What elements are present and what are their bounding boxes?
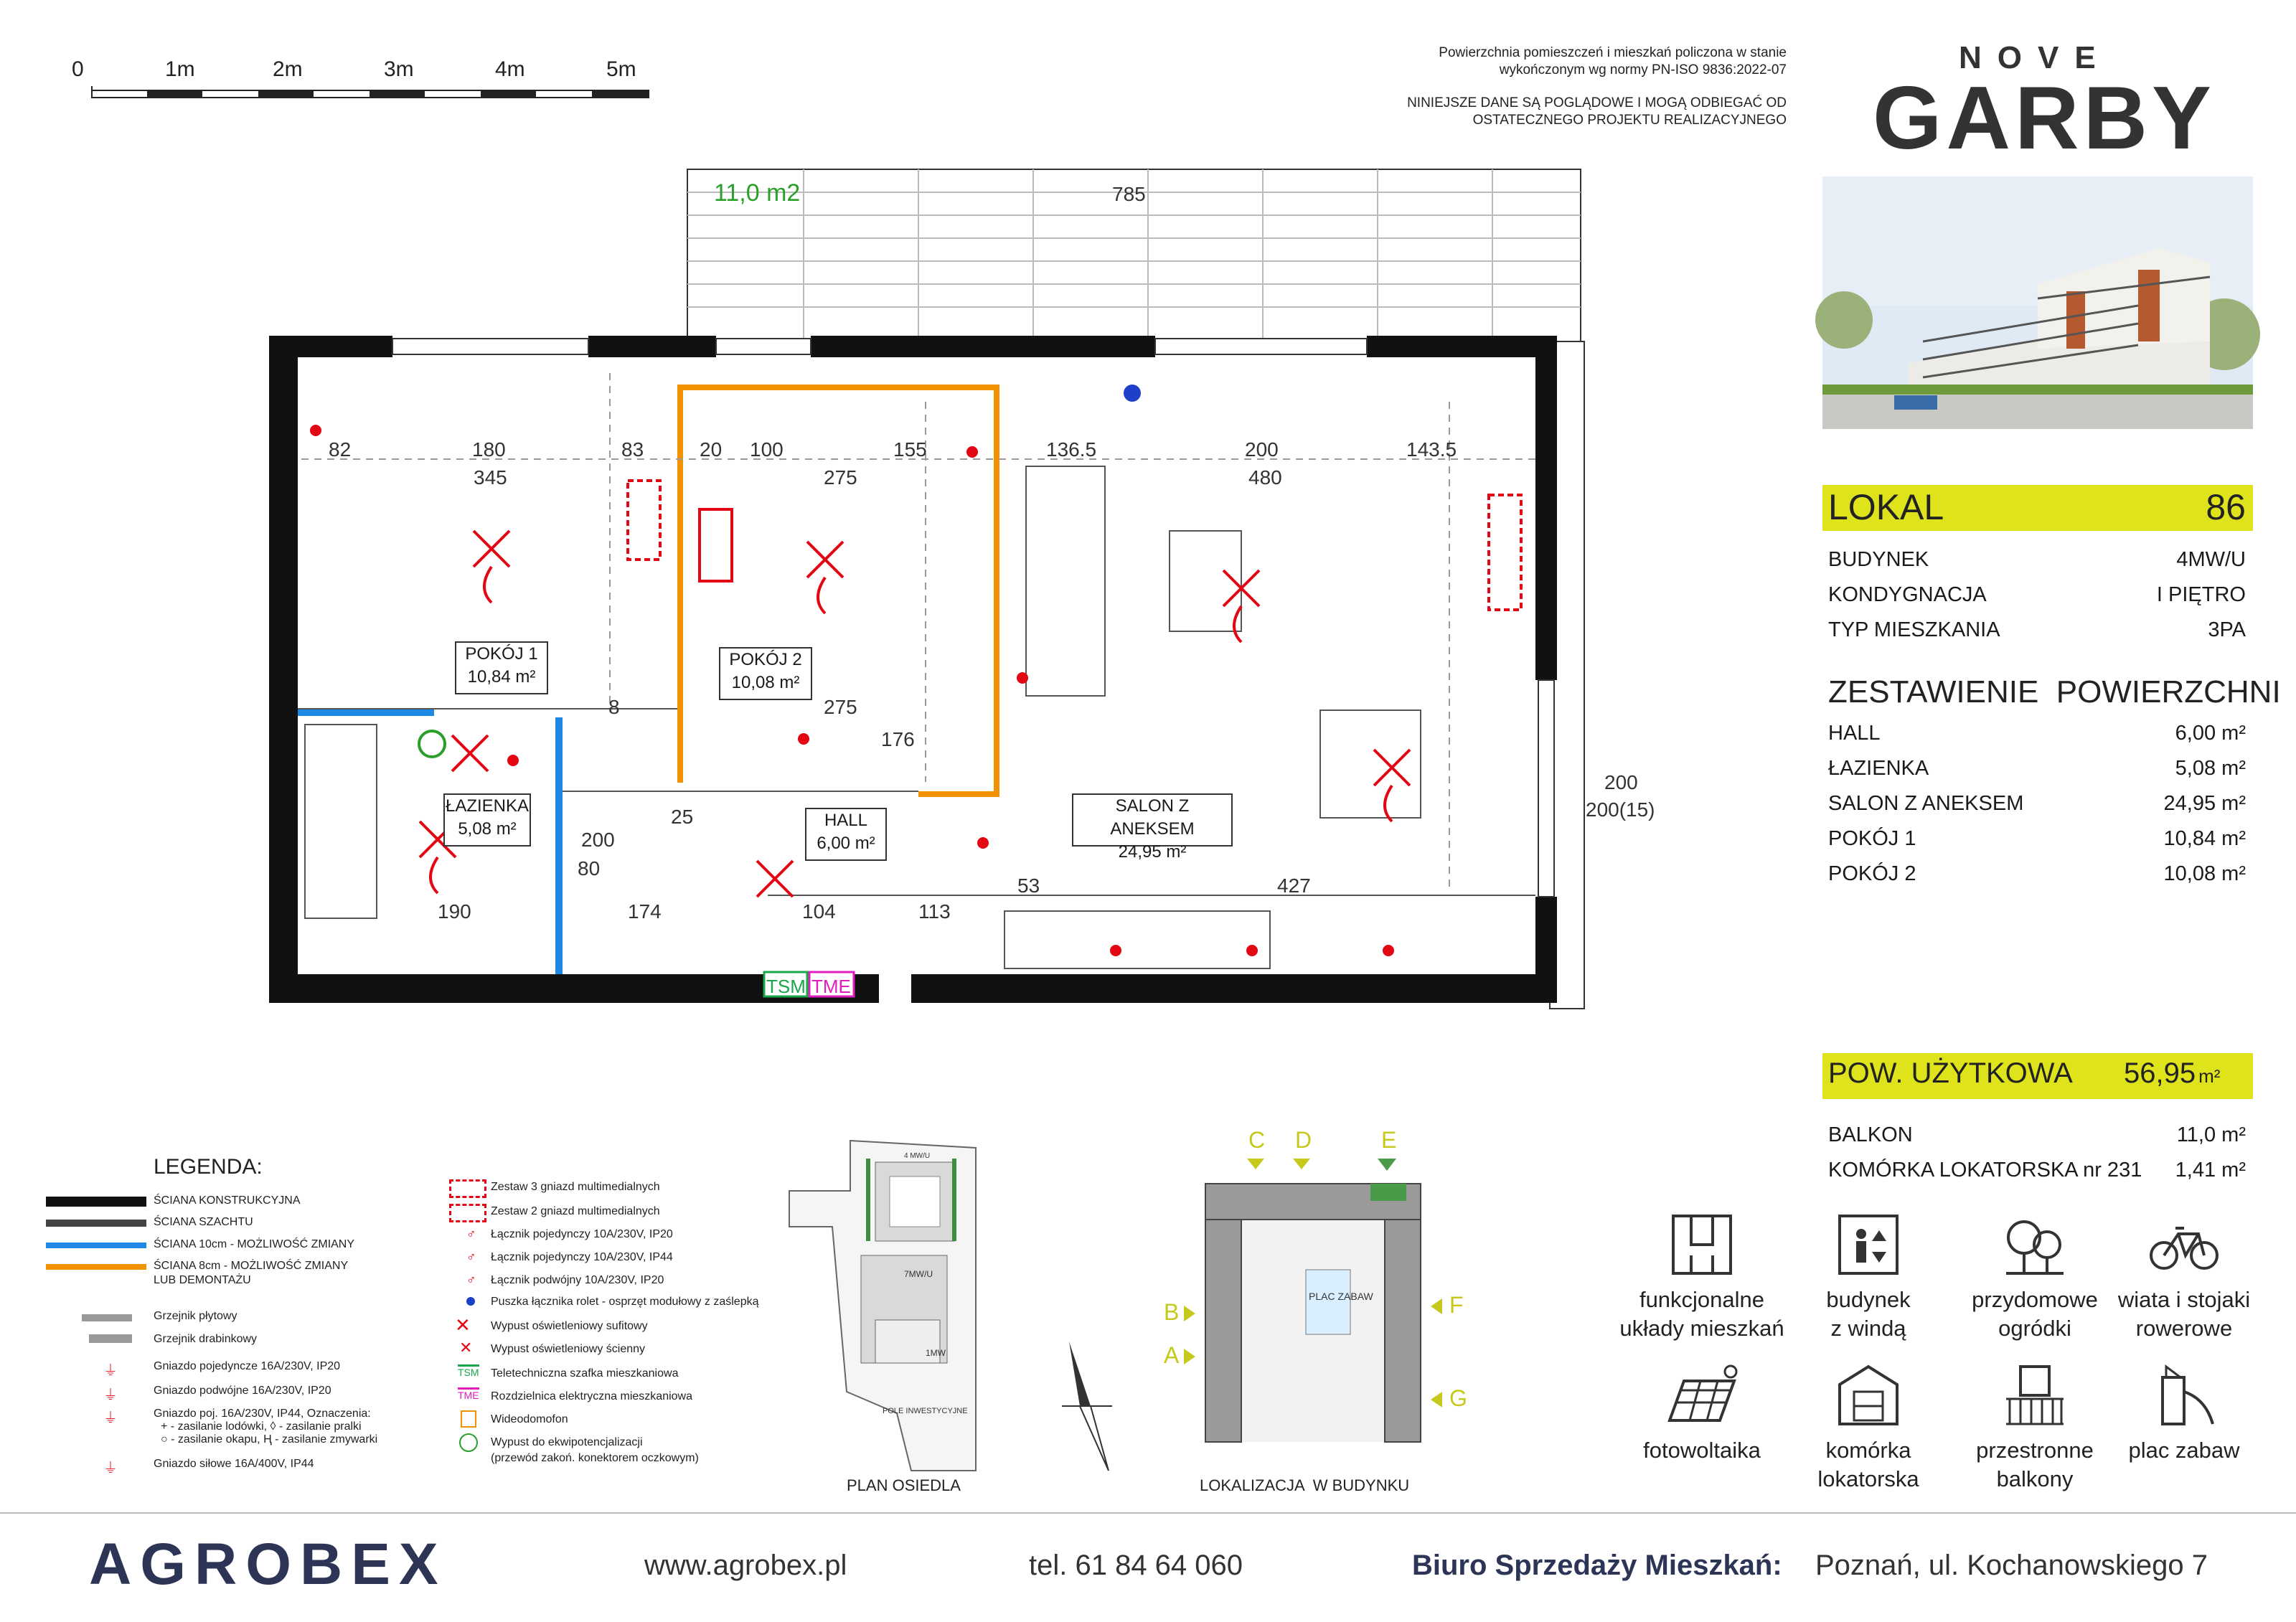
room-area: 5,08 m²	[458, 819, 517, 839]
balcony-icon	[2003, 1363, 2067, 1428]
summary-row	[1828, 792, 2246, 816]
media-socket-icon	[449, 1179, 486, 1198]
dim-label: 480	[1248, 466, 1282, 489]
feature-storage	[1782, 1363, 1954, 1494]
dim-label: 25	[671, 806, 694, 828]
wall-light-icon: ✕	[459, 1339, 473, 1357]
entrance-letter: E	[1381, 1127, 1397, 1153]
switch-icon: ♂	[466, 1250, 476, 1264]
summary-label: ŁAZIENKA	[1828, 757, 1929, 780]
summary-label: POKÓJ 1	[1828, 827, 1916, 850]
legend-socket-label: Gniazdo pojedyncze 16A/230V, IP20	[154, 1360, 341, 1372]
entrance-letter: B	[1164, 1299, 1180, 1325]
site-building-label: POLE INWESTYCYJNE	[883, 1407, 968, 1415]
info-value: 4MW/U	[2176, 548, 2246, 571]
summary-row	[1828, 722, 2246, 745]
power-socket-icon: ⏚	[103, 1461, 118, 1476]
legend-swatch-orange	[46, 1264, 146, 1270]
entrance-letter: C	[1248, 1127, 1266, 1153]
note-line: NINIEJSZE DANE SĄ POGLĄDOWE I MOGĄ ODBIEGAĆ OD	[1407, 95, 1787, 110]
feature-bikes	[2098, 1212, 2270, 1343]
media-socket-icon	[449, 1204, 486, 1222]
nove-garby-logo	[1866, 40, 2216, 168]
legend-swatch-grey	[46, 1220, 146, 1227]
dim-label: 200(15)	[1586, 798, 1655, 821]
info-row	[1828, 548, 2246, 572]
feature-elevator	[1782, 1212, 1954, 1343]
footer-divider	[0, 1512, 2296, 1514]
info-row	[1828, 583, 2246, 607]
tsm-label: TSM	[766, 976, 806, 997]
bicycle-icon	[2148, 1212, 2220, 1277]
feature-text: rowerowe	[2135, 1316, 2233, 1341]
legend-elec-label: (przewód zakoń. konektorem oczkowym)	[491, 1452, 699, 1464]
dim-label: 113	[918, 900, 951, 923]
extra-value: 1,41 m²	[2175, 1159, 2246, 1182]
room-name: HALL	[824, 811, 868, 830]
entrance-letter: A	[1164, 1342, 1180, 1368]
legend-socket-label: Gniazdo podwójne 16A/230V, IP20	[154, 1385, 331, 1397]
legend-swatch-black	[46, 1197, 146, 1207]
room-label-hall	[805, 808, 887, 861]
dim-label: 104	[802, 900, 836, 923]
feature-text: ogródki	[1998, 1316, 2071, 1341]
solar-panel-icon	[1662, 1363, 1741, 1428]
feature-text: wiata i stojaki	[2117, 1287, 2251, 1312]
legend-wall-label: ŚCIANA 8cm - MOŻLIWOŚĆ ZMIANY	[154, 1260, 349, 1272]
dim-label: 155	[893, 438, 927, 461]
summary-value: 24,95 m²	[2163, 792, 2246, 815]
feature-text: przydomowe	[1972, 1287, 2098, 1312]
scale-label: 4m	[495, 57, 525, 81]
legend-swatch-blue	[46, 1243, 146, 1248]
blind-switch-icon	[466, 1297, 475, 1306]
note-line: Powierzchnia pomieszczeń i mieszkań policzona w stanie	[1439, 45, 1787, 60]
site-building-label: 1MW	[926, 1348, 946, 1358]
room-name: SALON Z ANEKSEM	[1110, 796, 1195, 839]
entrance-letter: D	[1295, 1127, 1312, 1153]
note-line: wykończonym wg normy PN-ISO 9836:2022-07	[1499, 62, 1787, 77]
feature-text: przestronne	[1976, 1438, 2094, 1463]
logo-main: GARBY	[1873, 69, 2216, 168]
legend-wall-label: ŚCIANA SZACHTU	[154, 1216, 253, 1228]
feature-balconies	[1949, 1363, 2121, 1494]
dim-label: 200	[1604, 771, 1638, 793]
room-name: POKÓJ 1	[465, 644, 538, 664]
legend-elec-label: Łącznik pojedynczy 10A/230V, IP44	[491, 1251, 673, 1263]
extra-row	[1828, 1123, 2246, 1147]
location-caption: LOKALIZACJA W BUDYNKU	[1200, 1476, 1410, 1494]
feature-text: układy mieszkań	[1619, 1316, 1784, 1341]
dim-label: 427	[1277, 874, 1311, 897]
legend-elec-label: Łącznik podwójny 10A/230V, IP20	[491, 1274, 664, 1286]
room-area: 6,00 m²	[817, 834, 875, 853]
dim-label: 200	[581, 829, 615, 851]
room-label-pokoj-1	[455, 641, 548, 694]
extra-label: BALKON	[1828, 1123, 1913, 1146]
legend-electrical	[445, 1177, 789, 1478]
legend-ladder-heater-icon	[89, 1334, 132, 1343]
legend-wall-label: LUB DEMONTAŻU	[154, 1274, 251, 1286]
feature-playground	[2098, 1363, 2270, 1465]
balcony-area-label: 11,0 m2	[714, 179, 801, 207]
dim-label: 176	[881, 728, 915, 750]
summary-label: POKÓJ 2	[1828, 862, 1916, 885]
dim-label: 174	[628, 900, 662, 923]
plac-label: PLAC ZABAW	[1309, 1291, 1373, 1302]
extra-value: 11,0 m²	[2176, 1123, 2246, 1146]
legend-socket-label: Gniazdo siłowe 16A/400V, IP44	[154, 1458, 314, 1470]
info-label: TYP MIESZKANIA	[1828, 618, 2000, 641]
legend-wall-label: ŚCIANA KONSTRUKCYJNA	[154, 1194, 301, 1207]
storage-box-icon	[1836, 1363, 1901, 1428]
scale-label: 5m	[606, 57, 636, 81]
feature-text: lokatorska	[1817, 1466, 1919, 1491]
dim-label: 53	[1017, 874, 1040, 897]
entrance-letter: G	[1449, 1385, 1467, 1411]
dim-label: 82	[329, 438, 352, 461]
legend-heater-label: Grzejnik drabinkowy	[154, 1333, 258, 1345]
building-render-image	[1822, 176, 2253, 429]
dim-label: 100	[750, 438, 784, 461]
room-label-pokoj-2	[719, 647, 812, 700]
room-area: 10,08 m²	[731, 673, 800, 692]
scale-ruler	[92, 86, 651, 100]
extra-row	[1828, 1159, 2246, 1182]
tsm-symbol: TSM	[458, 1364, 479, 1378]
site-building-label: 4 MW/U	[904, 1152, 931, 1160]
usable-area-number: 56,95	[2124, 1057, 2196, 1089]
feature-text: plac zabaw	[2128, 1438, 2240, 1463]
footer-office-label: Biuro Sprzedaży Mieszkań:	[1412, 1550, 1782, 1581]
legend-elec-label: Wypust oświetleniowy sufitowy	[491, 1320, 648, 1332]
legend-socket-label: + - zasilanie lodówki, ◊ - zasilanie pralki	[161, 1420, 362, 1433]
extra-label: KOMÓRKA LOKATORSKA nr 231	[1828, 1159, 2142, 1182]
note-line: OSTATECZNEGO PROJEKTU REALIZACYJNEGO	[1472, 113, 1787, 128]
scale-label: 0	[72, 57, 84, 81]
room-name: POKÓJ 2	[729, 650, 802, 669]
feature-photovoltaics	[1616, 1363, 1788, 1465]
site-plan-caption: PLAN OSIEDLA	[847, 1476, 961, 1494]
room-area: 10,84 m²	[467, 667, 536, 687]
legend-socket-label: Gniazdo poj. 16A/230V, IP44, Oznaczenia:	[154, 1408, 371, 1420]
dim-label: 190	[438, 900, 471, 923]
room-label-salon	[1072, 793, 1233, 862]
legend-elec-label: Wideodomofon	[491, 1413, 568, 1425]
info-label: KONDYGNACJA	[1828, 583, 1987, 606]
summary-label: HALL	[1828, 722, 1881, 745]
dim-label: 345	[474, 466, 507, 489]
legend-socket-label: ○ - zasilanie okapu, Ⱨ - zasilanie zmywarki	[161, 1433, 378, 1446]
legend-elec-label: Zestaw 3 gniazd multimedialnych	[491, 1181, 660, 1193]
footer-website[interactable]: www.agrobex.pl	[644, 1550, 847, 1581]
legend-heater-label: Grzejnik płytowy	[154, 1310, 237, 1322]
legend-walls	[46, 1191, 419, 1478]
feature-text: funkcjonalne	[1639, 1287, 1765, 1312]
dim-label: 83	[621, 438, 644, 461]
info-value: I PIĘTRO	[2156, 583, 2246, 606]
summary-label: SALON Z ANEKSEM	[1828, 792, 2024, 815]
dim-label: 143.5	[1406, 438, 1457, 461]
feature-text: fotowoltaika	[1643, 1438, 1761, 1463]
legend-elec-label: Wypust oświetleniowy ścienny	[491, 1343, 646, 1355]
norm-notes	[1292, 44, 1787, 129]
socket-icon: ⏚	[103, 1410, 118, 1426]
info-label: BUDYNEK	[1828, 548, 1929, 571]
info-row	[1828, 618, 2246, 642]
legend-title: LEGENDA:	[154, 1155, 263, 1179]
socket-icon: ⏚	[103, 1363, 118, 1379]
entrance-letter: F	[1449, 1292, 1464, 1318]
feature-text: z windą	[1830, 1316, 1906, 1341]
feature-text: budynek	[1826, 1287, 1911, 1312]
summary-row	[1828, 827, 2246, 851]
feature-text: balkony	[1996, 1466, 2074, 1491]
usable-area-label: POW. UŻYTKOWA	[1828, 1057, 2073, 1089]
playground-icon	[2152, 1363, 2216, 1428]
tme-symbol: TME	[458, 1387, 479, 1401]
scale-label: 1m	[165, 57, 195, 81]
usable-area-value	[2124, 1057, 2220, 1090]
summary-title: ZESTAWIENIE POWIERZCHNI	[1828, 674, 2281, 709]
legend-heater-icon	[82, 1314, 132, 1321]
summary-value: 6,00 m²	[2175, 722, 2246, 745]
dim-label: 200	[1245, 438, 1279, 461]
legend-elec-label: Rozdzielnica elektryczna mieszkaniowa	[491, 1390, 693, 1402]
intercom-icon	[461, 1410, 476, 1428]
room-label-lazienka	[443, 793, 531, 847]
dim-label: 136.5	[1046, 438, 1097, 461]
scale-label: 2m	[273, 57, 303, 81]
feature-gardens	[1949, 1212, 2121, 1343]
dim-label: 80	[578, 857, 601, 880]
footer-office-address: Poznań, ul. Kochanowskiego 7	[1815, 1550, 2208, 1581]
dim-label: 180	[472, 438, 506, 461]
legend-elec-label: Teletechniczna szafka mieszkaniowa	[491, 1367, 679, 1380]
floorplan-icon	[1670, 1212, 1734, 1277]
scale-label: 3m	[384, 57, 414, 81]
tme-label: TME	[811, 976, 851, 997]
legend-elec-label: Zestaw 2 gniazd multimedialnych	[491, 1205, 660, 1217]
site-building-label: 7MW/U	[904, 1269, 933, 1279]
feature-floorplans	[1616, 1212, 1788, 1343]
summary-value: 5,08 m²	[2175, 757, 2246, 780]
footer-phone[interactable]: tel. 61 84 64 060	[1029, 1550, 1243, 1581]
legend-elec-label: Łącznik pojedynczy 10A/230V, IP20	[491, 1228, 673, 1240]
socket-icon: ⏚	[103, 1387, 118, 1403]
dim-label: 275	[824, 466, 857, 489]
legend-elec-label: Wypust do ekwipotencjalizacji	[491, 1436, 643, 1448]
summary-value: 10,84 m²	[2163, 827, 2246, 850]
summary-row	[1828, 757, 2246, 781]
dim-label: 785	[1112, 183, 1146, 205]
lokal-label: LOKAL	[1828, 487, 1944, 527]
site-plan-map	[789, 1141, 1004, 1471]
usable-area-unit: m²	[2198, 1065, 2221, 1087]
dim-label: 20	[700, 438, 723, 461]
equipotential-icon	[459, 1433, 478, 1452]
summary-row	[1828, 862, 2246, 886]
legend-wall-label: ŚCIANA 10cm - MOŻLIWOŚĆ ZMIANY	[154, 1238, 355, 1250]
info-value: 3PA	[2208, 618, 2246, 641]
room-area: 24,95 m²	[1118, 842, 1187, 862]
agrobex-logo: AGROBEX	[89, 1532, 447, 1597]
scale-bar	[72, 57, 646, 100]
switch-icon: ♂	[466, 1273, 476, 1287]
feature-text: komórka	[1825, 1438, 1911, 1463]
trees-icon	[2003, 1212, 2067, 1277]
ceiling-light-icon: ✕	[455, 1314, 471, 1336]
floor-plan	[265, 165, 1655, 1069]
legend-elec-label: Puszka łącznika rolet - osprzęt modułowy z zaślepką	[491, 1296, 759, 1308]
north-arrow-icon	[1055, 1342, 1119, 1471]
logo-top: NOVE	[1959, 40, 2112, 75]
elevator-icon	[1836, 1212, 1901, 1277]
building-location-map	[1148, 1126, 1507, 1471]
switch-icon: ♂	[466, 1227, 476, 1241]
lokal-number: 86	[2206, 487, 2246, 527]
dim-label: 8	[608, 696, 620, 718]
dim-label: 275	[824, 696, 857, 718]
room-name: ŁAZIENKA	[445, 796, 530, 816]
summary-value: 10,08 m²	[2163, 862, 2246, 885]
